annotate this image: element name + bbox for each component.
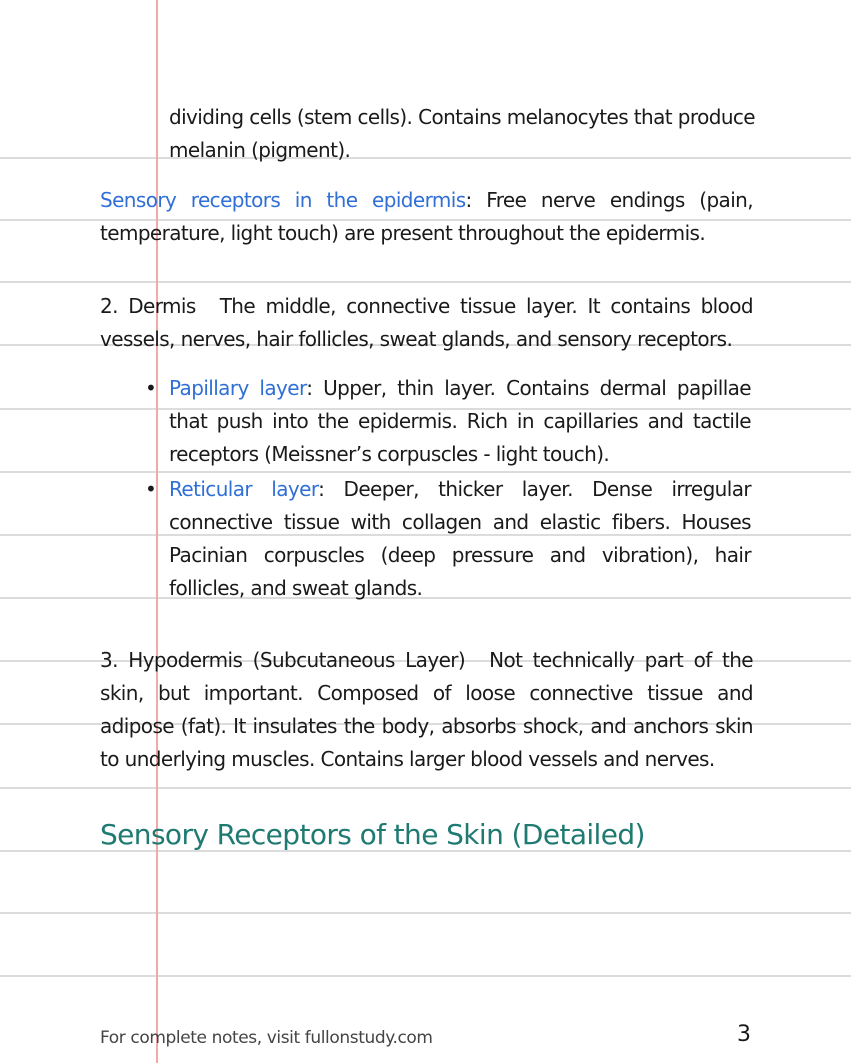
bullet-marker: • (145, 376, 157, 400)
ruled-line (0, 912, 851, 914)
section-heading: Sensory Receptors of the Skin (Detailed) (100, 818, 645, 851)
dermis-text: The middle, connective tissue layer. It contains blood vessels, nerves, hair follicles, sweat glands, and sensory receptors. (100, 294, 754, 351)
dermis-paragraph (100, 290, 753, 356)
hypodermis-paragraph (100, 644, 753, 776)
ruled-line (0, 975, 851, 977)
bullet-marker: • (145, 477, 157, 501)
epidermis-receptors-paragraph (100, 184, 753, 250)
reticular-layer-item (169, 473, 751, 605)
reticular-layer-text: : Deeper, thicker layer. Dense irregular connective tissue with collagen and elastic fibers. Houses Pacinian corpuscles (deep pressure and vibration), hair follicles, and sweat glands. (169, 477, 751, 600)
footer-note: For complete notes, visit fullonstudy.com (100, 1028, 433, 1048)
epidermis-continuation: dividing cells (stem cells). Contains melanocytes that produce melanin (pigment). (169, 105, 755, 162)
papillary-layer-text: : Upper, thin layer. Contains dermal papillae that push into the epidermis. Rich in capillaries and tactile receptors (Meissner’s corpuscles - light touch). (169, 376, 752, 466)
papillary-layer-term: Papillary layer (169, 376, 307, 400)
papillary-layer-item (169, 372, 751, 471)
margin-line (156, 0, 158, 1063)
reticular-layer-term: Reticular layer (169, 477, 319, 501)
dermis-heading: 2. Dermis (100, 294, 196, 318)
ruled-line (0, 787, 851, 789)
hypodermis-text: Not technically part of the skin, but important. Composed of loose connective tissue and adipose (fat). It insulates the body, absorbs shock, and anchors skin to underlying muscles. Contains larger blood vessels and nerves. (100, 648, 753, 771)
epidermis-receptors-term: Sensory receptors in the epidermis (100, 188, 466, 212)
epidermis-receptors-text: : Free nerve endings (pain, temperature, light touch) are present throughout the epidermis. (100, 188, 754, 245)
ruled-line (0, 281, 851, 283)
hypodermis-heading: 3. Hypodermis (Subcutaneous Layer) (100, 648, 466, 672)
page-number: 3 (737, 1022, 751, 1047)
